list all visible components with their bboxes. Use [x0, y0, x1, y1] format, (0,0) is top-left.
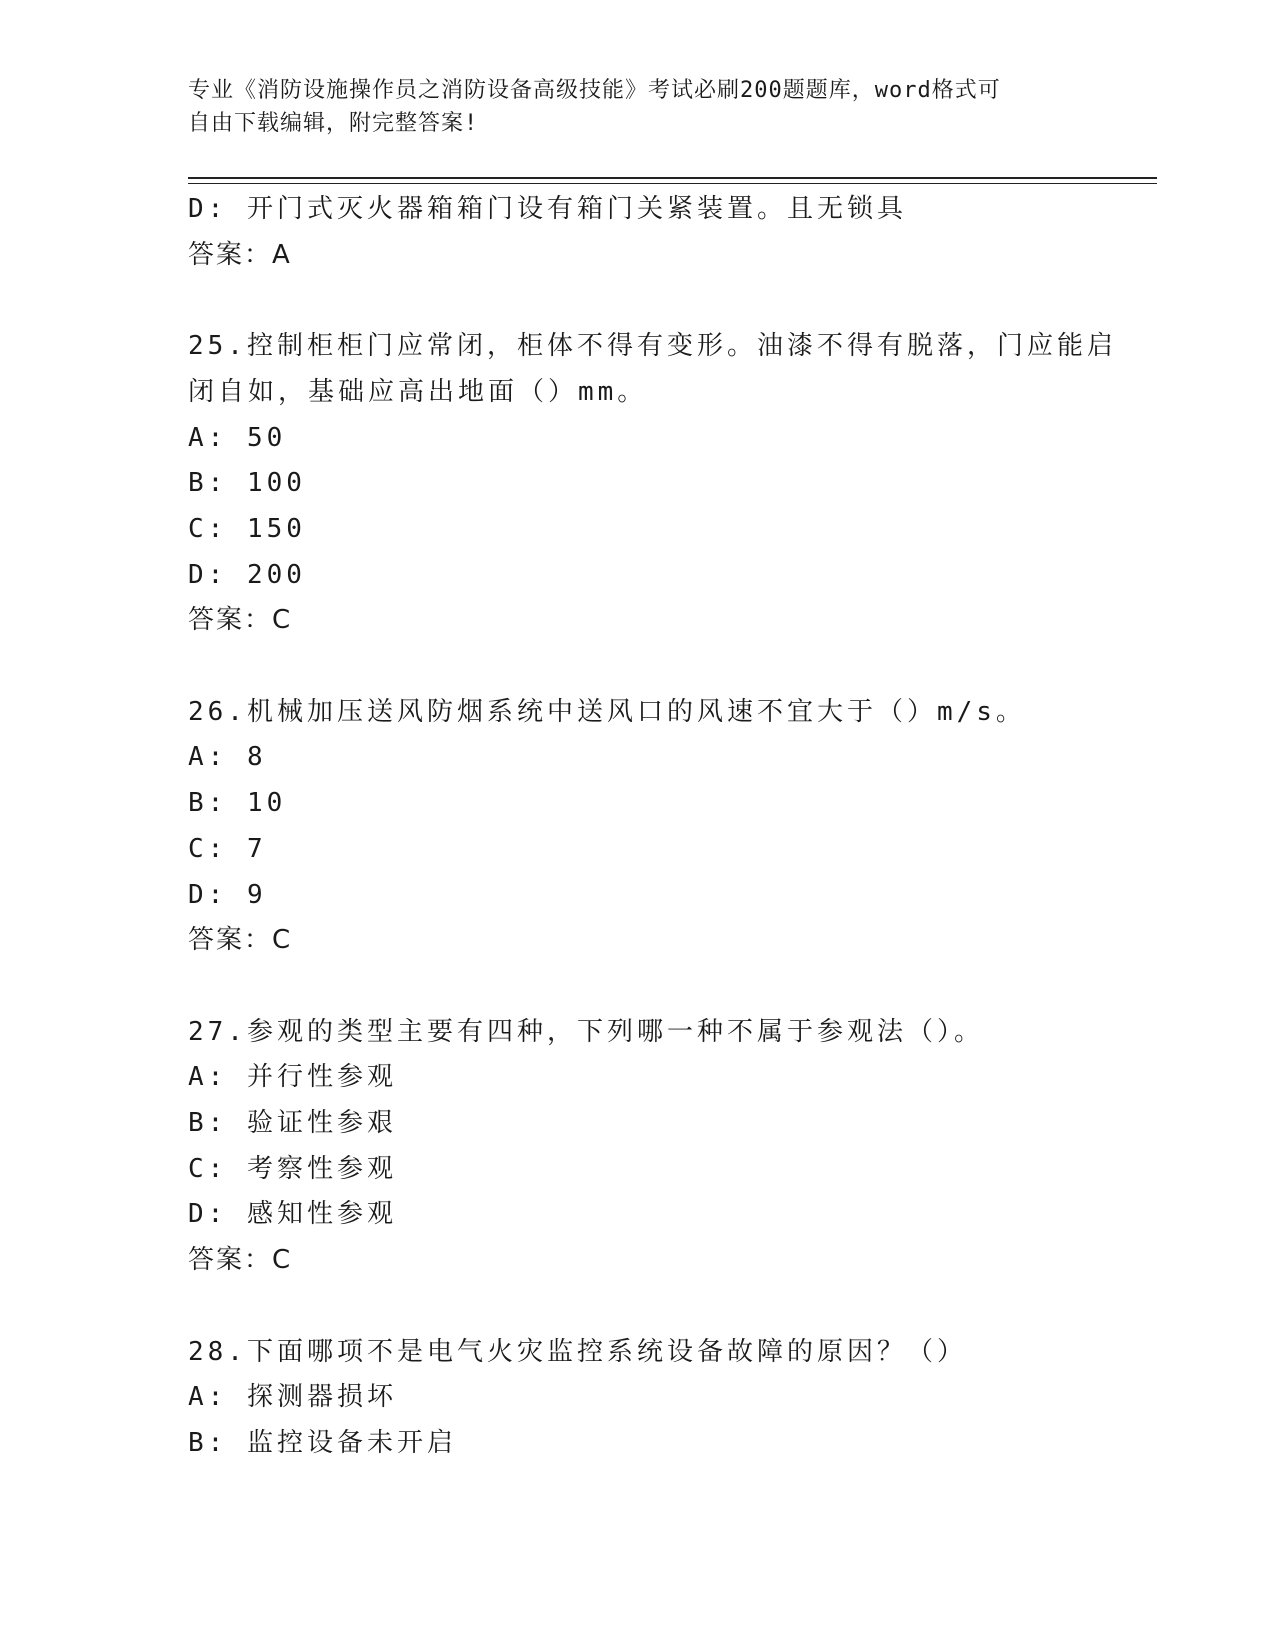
option-a: A: 8	[188, 742, 267, 773]
option-b: B: 100	[188, 468, 306, 499]
option-d: D: 9	[188, 879, 267, 910]
answer: 答案：A	[188, 239, 292, 270]
header-line-2: 自由下载编辑，附完整答案!	[188, 111, 479, 136]
option-d: D: 开门式灭火器箱箱门设有箱门关紧装置。且无锁具	[188, 194, 907, 224]
question-list	[188, 187, 1117, 1467]
question-stem: 27.参观的类型主要有四种，下列哪一种不属于参观法（）。	[188, 1016, 984, 1047]
question-stem-continued: 闭自如，基础应高出地面（）mm。	[188, 376, 648, 407]
question-stem: 26.机械加压送风防烟系统中送风口的风速不宜大于（）m/s。	[188, 696, 1026, 727]
option-c: C: 7	[188, 833, 267, 864]
option-a: A: 并行性参观	[188, 1062, 397, 1093]
header-line-1: 专业《消防设施操作员之消防设备高级技能》考试必刷200题题库，word格式可	[188, 78, 1001, 103]
option-a: A: 探测器损坏	[188, 1382, 397, 1413]
spacer	[188, 964, 1088, 1010]
option-a: A: 50	[188, 422, 287, 453]
spacer	[188, 278, 1088, 324]
question-25	[188, 324, 1117, 644]
answer: 答案：C	[188, 1245, 293, 1276]
option-b: B: 监控设备未开启	[188, 1427, 457, 1458]
question-stem: 25.控制柜柜门应常闭，柜体不得有变形。油漆不得有脱落，门应能启	[188, 331, 1117, 362]
header-rule-thin	[188, 183, 1157, 184]
question-26	[188, 690, 1088, 964]
answer: 答案：C	[188, 605, 293, 636]
option-b: B: 10	[188, 788, 287, 819]
option-d: D: 200	[188, 559, 306, 590]
option-c: C: 考察性参观	[188, 1153, 397, 1184]
question-stem: 28.下面哪项不是电气火灾监控系统设备故障的原因？（）	[188, 1336, 967, 1367]
spacer	[188, 644, 1088, 690]
option-b: B: 验证性参艰	[188, 1108, 397, 1139]
answer: 答案：C	[188, 925, 293, 956]
page-header	[188, 74, 1088, 140]
option-d: D: 感知性参观	[188, 1199, 397, 1230]
option-c: C: 150	[188, 513, 306, 544]
question-27	[188, 1010, 1088, 1284]
header-rule-thick	[188, 177, 1157, 179]
spacer	[188, 1284, 1088, 1330]
question-28	[188, 1330, 1088, 1467]
